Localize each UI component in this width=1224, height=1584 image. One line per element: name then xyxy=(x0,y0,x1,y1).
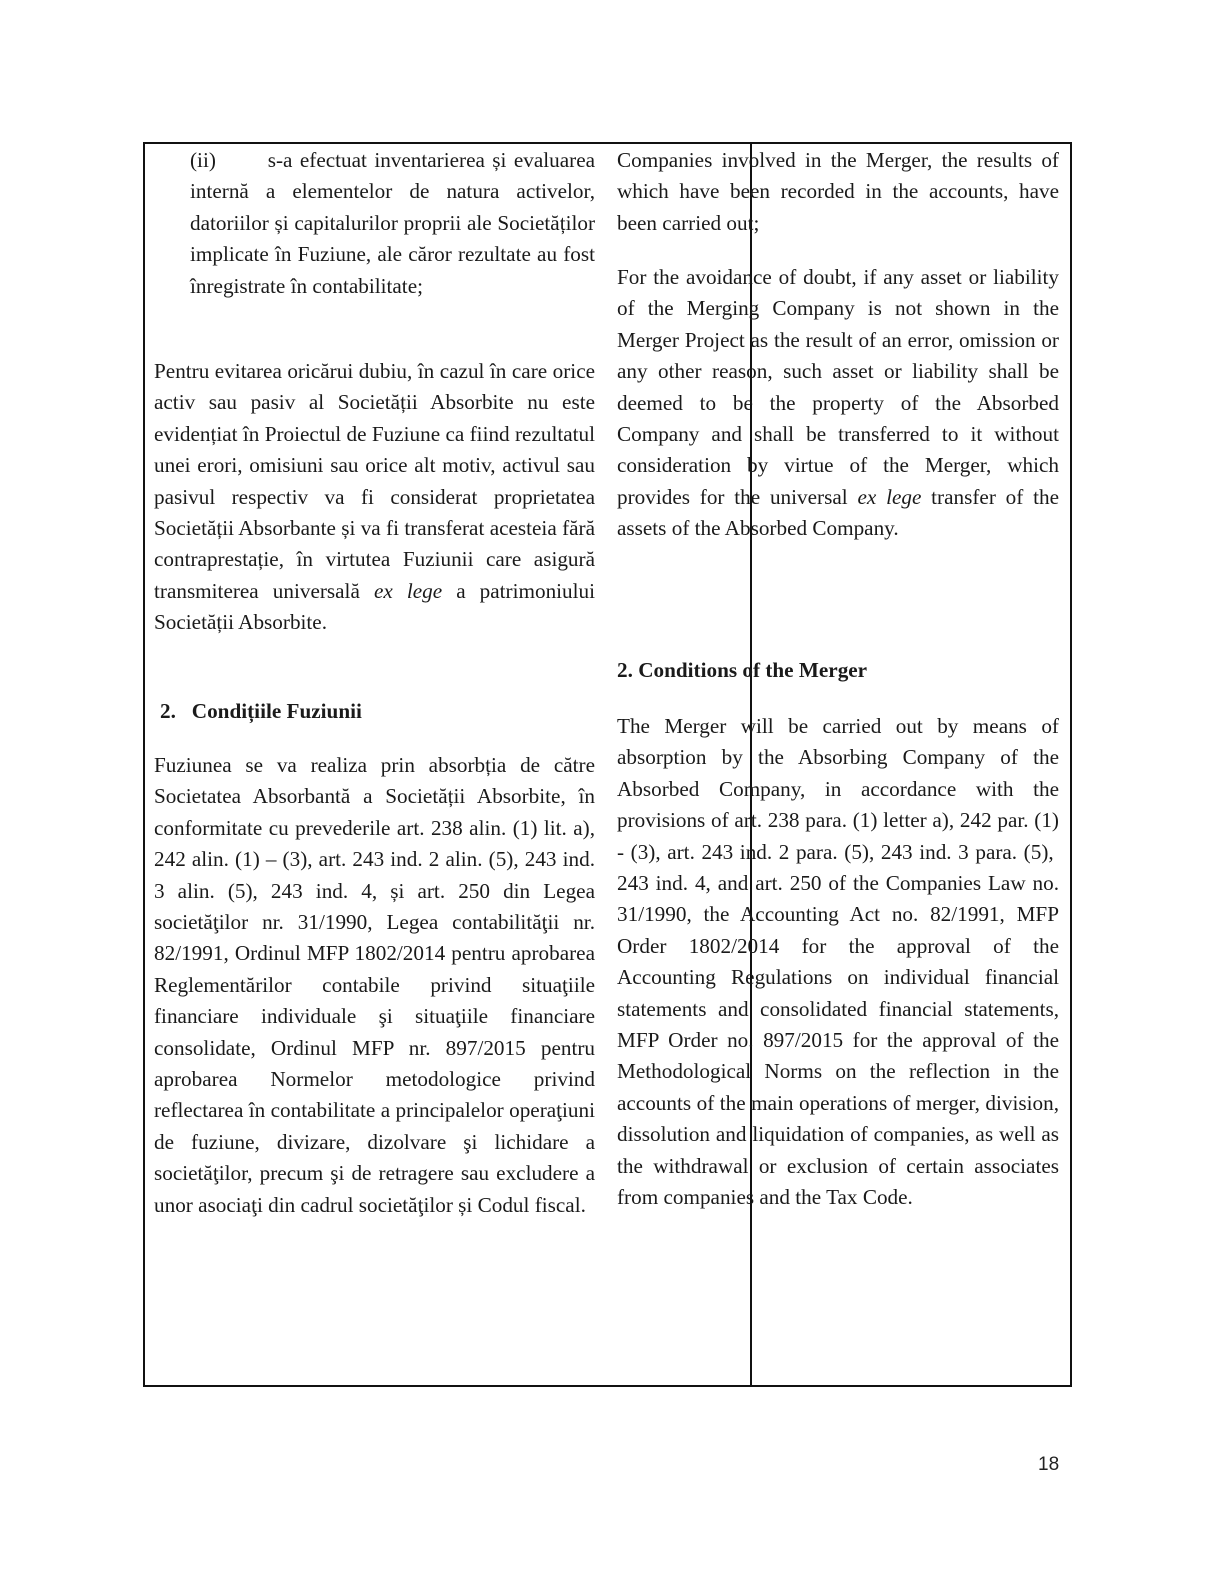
doubt-text-ro-end: a patrimoniului Societății Absorbite. xyxy=(154,578,596,635)
conditions-paragraph-ro: Fuziunea se va realiza prin absorbția de către Societatea Absorbantă a Societății Absorbite, în conformitate cu prevederile art. 238 alin. (1) lit. a), 242 alin. (1) – (3), art. 243 ind. 2 alin. (5), 243 ind. 3 alin. (5), 243 ind. 4, și art. 250 din Legea societăţilor nr. 31/1990, Legea contabilităţii nr. 82/1991, Ordinul MFP 1802/2014 pentru aprobarea Reglementărilor contabile privind situaţiile financiare individuale şi situaţiile financiare consolidate, Ordinul MFP nr. 897/2015 pentru aprobarea Normelor metodologice privind reflectarea în contabilitate a principalelor operaţiuni de fuziune, divizare, dizolvare şi lichidare a societăţilor, precum şi de retragere sau excludere a unor asociaţi din cadrul societăţilor și Codul fiscal. xyxy=(154,753,595,1217)
section-heading-en: 2. Conditions of the Merger xyxy=(617,658,868,682)
bilingual-table xyxy=(143,142,1072,1387)
doubt-text-ro: Pentru evitarea oricărui dubiu, în cazul în care orice activ sau pasiv al Societății Absorbite nu este evidențiat în Proiectul de Fuziune ca fiind rezultatul unei erori, omisiuni sau orice alt motiv, activul sau pasivul respectiv va fi considerat proprietatea Societății Absorbante și va fi transferat acesteia fără contraprestație, în virtutea Fuziunii care asigură transmiterea universală xyxy=(154,359,595,603)
doubt-text-en: For the avoidance of doubt, if any asset or liability of the Merging Company is not shown in the Merger Project as the result of an error, omission or any other reason, such asset or liability shall be deemed to be the property of the Absorbed Company and shall be transferred to it without consideration by virtue of the Merger, which provides for the universal xyxy=(617,265,1059,509)
list-item-ii: (ii) s-a efectuat inventarierea și evaluarea internă a elementelor de natura activelor, datoriilor și capitalurilor proprii ale Societăților implicate în Fuziune, ale căror rezultate au fost înregistrate în contabilitate; xyxy=(190,148,595,298)
doubt-text-en-end: transfer of the assets of the Absorbed Company. xyxy=(617,484,1060,541)
section-heading-ro: 2. Condițiile Fuziunii xyxy=(160,699,362,723)
page-number: 18 xyxy=(1038,1454,1060,1475)
ex-lege-ro: ex lege xyxy=(373,578,443,603)
continuation-paragraph-en: Companies involved in the Merger, the results of which have been recorded in the accounts, have been carried out; xyxy=(617,148,1059,235)
conditions-paragraph-en: The Merger will be carried out by means of absorption by the Absorbing Company of the Absorbed Company, in accordance with the provisions of art. 238 para. (1) letter a), 242 par. (1) - (3), art. 243 ind. 2 para. (5), 243 ind. 3 para. (5), 243 ind. 4, and art. 250 of the Companies Law no. 31/1990, the Accounting Act no. 82/1991, MFP Order 1802/2014 for the approval of the Accounting Regulations on individual financial statements and consolidated financial statements, MFP Order no. 897/2015 for the approval of the Methodological Norms on the reflection in the accounts of the main operations of merger, division, dissolution and liquidation of companies, as well as the withdrawal or exclusion of certain associates from companies and the Tax Code. xyxy=(617,714,1059,1210)
doubt-paragraph-en xyxy=(617,262,1059,545)
ex-lege-en: ex lege xyxy=(857,484,922,509)
english-column xyxy=(617,144,1059,1385)
doubt-paragraph-ro xyxy=(154,356,595,639)
romanian-column xyxy=(154,144,595,1385)
